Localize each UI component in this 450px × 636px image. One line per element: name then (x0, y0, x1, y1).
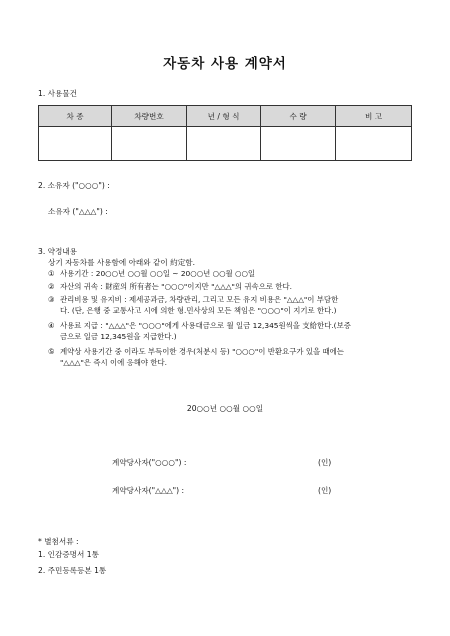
header-plate-number: 차량번호 (112, 106, 187, 127)
clause-3 (48, 294, 418, 316)
contract-date: 20○○년 ○○월 ○○일 (186, 404, 264, 413)
cell-year-model[interactable] (187, 127, 261, 161)
clause-2 (48, 281, 418, 292)
attachment-item-2: 2. 주민등록등본 1통 (38, 566, 107, 575)
attachment-item-1: 1. 인감증명서 1통 (38, 550, 99, 559)
party1-seal: (인) (318, 458, 332, 467)
attachments-heading: * 별첨서류 : (38, 537, 79, 546)
clause-1-mark: ① (48, 269, 55, 278)
party2-label: 계약당사자("△△△") : (112, 486, 185, 495)
table-row (39, 127, 412, 161)
party1-label: 계약당사자("○○○") : (112, 458, 187, 467)
clause-4-mark: ④ (48, 321, 55, 330)
header-vehicle-type: 차 종 (39, 106, 112, 127)
clause-2-mark: ② (48, 282, 55, 291)
clause-5-continuation: "△△△"은 즉시 이에 응해야 한다. (60, 358, 167, 367)
clause-2-text: 자산의 귀속 : 財産의 所有者는 "○○○"이지만 "△△△"의 귀속으로 한다. (60, 282, 292, 291)
clause-5-text: 계약상 사용기간 중 이라도 부득이한 경우(처분시 등) "○○○"이 반환요구가 있을 때에는 (60, 347, 344, 356)
cell-quantity[interactable] (261, 127, 336, 161)
owner-label: 2. 소유자 ("○○○") : (38, 181, 110, 190)
clause-5-mark: ⑤ (48, 347, 55, 356)
cell-plate-number[interactable] (112, 127, 187, 161)
user-label: 소유자 ("△△△") : (48, 207, 108, 216)
agreement-intro: 상기 자동차를 사용함에 아래와 같이 約定함. (48, 258, 196, 267)
cell-remarks[interactable] (336, 127, 412, 161)
clause-3-mark: ③ (48, 295, 55, 304)
section1-heading: 1. 사용물건 (38, 89, 78, 98)
clause-1 (48, 268, 418, 279)
clause-3-continuation: 다. (단, 은행 중 교통사고 시에 의한 형.민사상의 모든 책임은 "○○○"이 지기로 한다.) (60, 306, 337, 315)
cell-vehicle-type[interactable] (39, 127, 112, 161)
clause-5 (48, 346, 418, 368)
party2-seal: (인) (318, 486, 332, 495)
vehicle-table (38, 105, 412, 161)
clause-4 (48, 320, 418, 342)
header-quantity: 수 량 (261, 106, 336, 127)
clause-1-text: 사용기간 : 20○○년 ○○월 ○○일 ~ 20○○년 ○○월 ○○일 (60, 269, 256, 278)
clause-4-continuation: 금으로 일금 12,345원을 지급한다.) (60, 332, 177, 341)
header-year-model: 년 / 형 식 (187, 106, 261, 127)
table-header-row (39, 106, 412, 127)
section3-heading: 3. 약정내용 (38, 247, 78, 256)
header-remarks: 비 고 (336, 106, 412, 127)
clause-4-text: 사용료 지급 : "△△△"은 "○○○"에게 사용대금으로 월 일금 12,345원씩을 支給한다.(보증 (60, 321, 351, 330)
document-title: 자동차 사용 계약서 (163, 56, 287, 72)
clause-3-text: 관리비용 및 유지비 : 제세공과금, 차량관리, 그리고 모든 유지 비용은 "△△△"이 부담한 (60, 295, 339, 304)
